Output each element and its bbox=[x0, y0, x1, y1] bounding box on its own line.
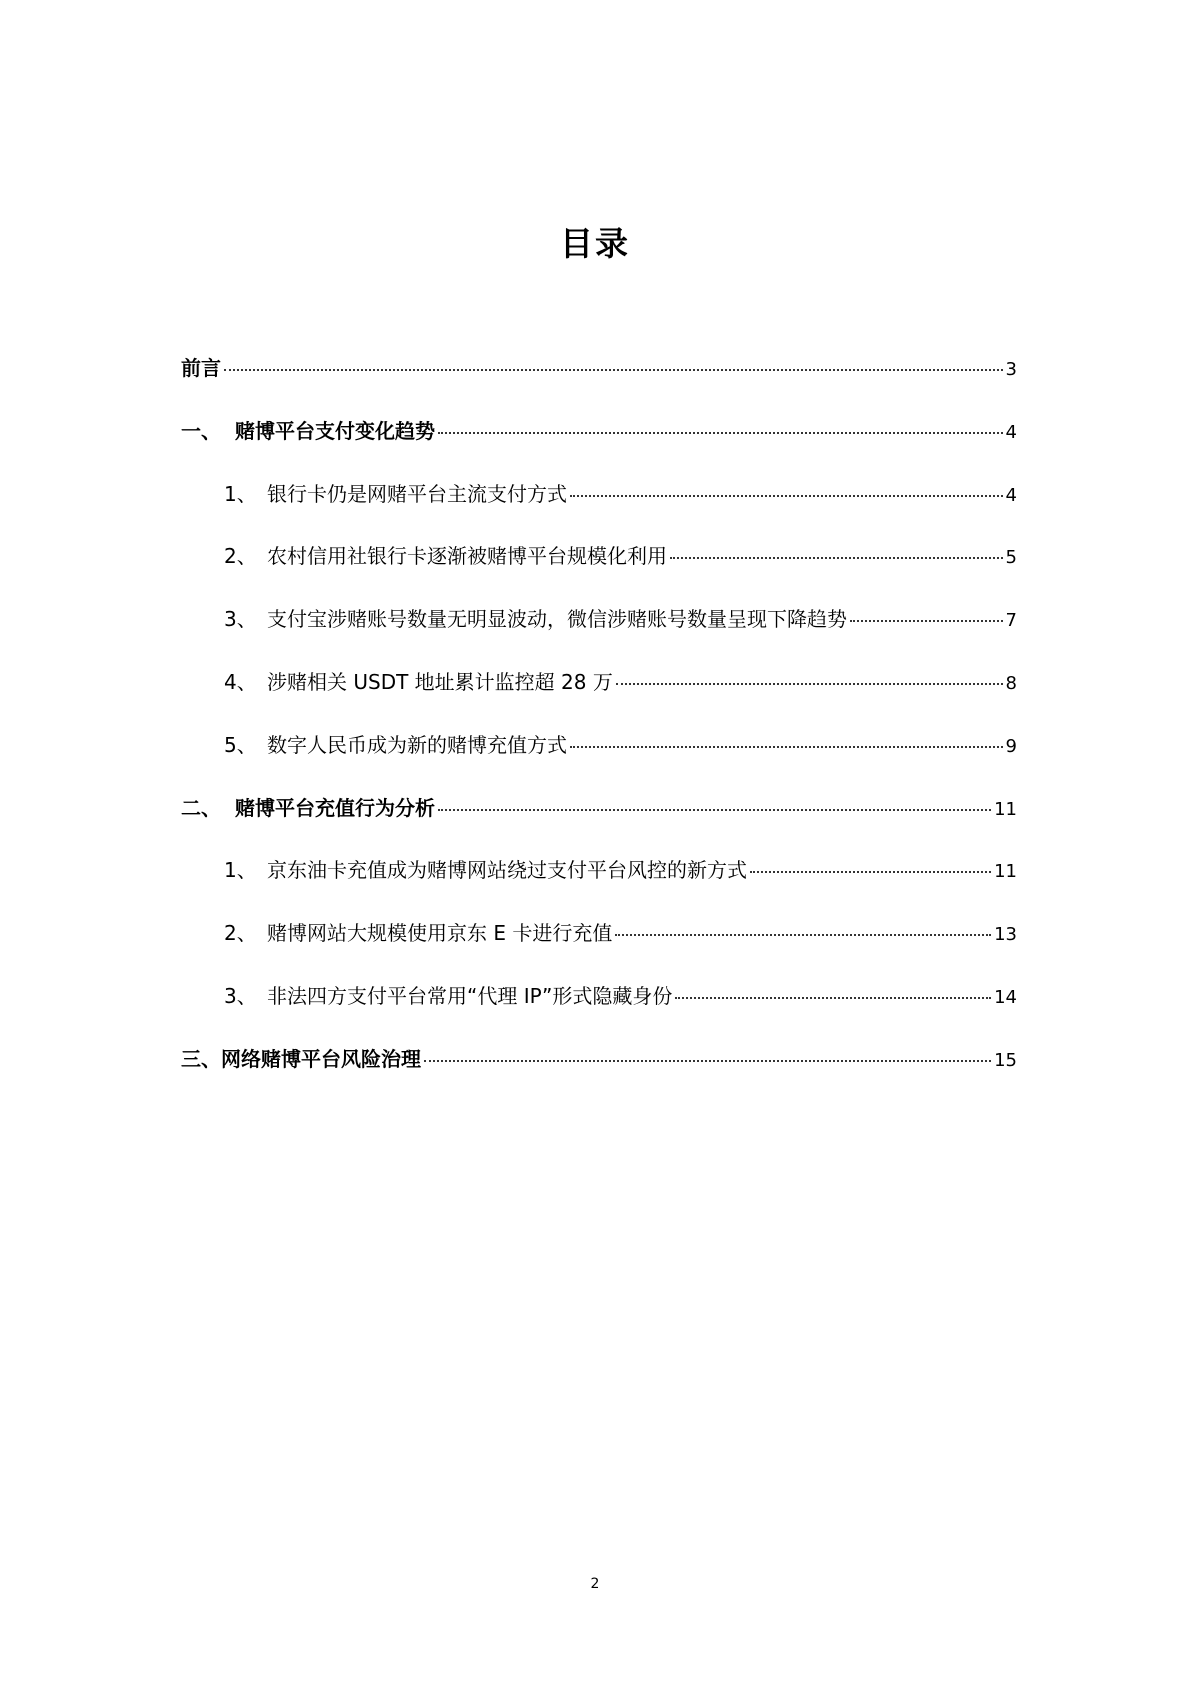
toc-entry-number: 1、 bbox=[224, 858, 257, 883]
dot-leader bbox=[424, 1060, 991, 1062]
toc-entry-number: 1、 bbox=[224, 481, 257, 506]
toc-entry-1-5[interactable] bbox=[181, 729, 1017, 792]
toc-entry-1-1[interactable] bbox=[181, 478, 1017, 541]
toc-entry-number: 一、 bbox=[181, 418, 221, 443]
toc-entry-number: 二、 bbox=[181, 795, 221, 820]
toc-entry-number: 2、 bbox=[224, 544, 257, 569]
toc-entry-text: 银行卡仍是网赌平台主流支付方式 bbox=[267, 481, 567, 506]
toc-entry-1-2[interactable] bbox=[181, 540, 1017, 603]
toc-entry-2-2[interactable] bbox=[181, 917, 1017, 980]
toc-entry-2-1[interactable] bbox=[181, 854, 1017, 917]
toc-entry-text: 非法四方支付平台常用“代理 IP”形式隐藏身份 bbox=[267, 983, 673, 1008]
dot-leader bbox=[570, 746, 1003, 748]
dot-leader bbox=[670, 557, 1003, 559]
toc-page-number: 9 bbox=[1005, 735, 1017, 757]
dot-leader bbox=[616, 683, 1003, 685]
toc-entry-section-3[interactable] bbox=[181, 1043, 1017, 1106]
toc-entry-text: 赌博网站大规模使用京东 E 卡进行充值 bbox=[267, 921, 613, 946]
page-number: 2 bbox=[590, 1576, 600, 1592]
toc-entry-number: 3、 bbox=[224, 983, 257, 1008]
toc-entry-text: 网络赌博平台风险治理 bbox=[221, 1046, 421, 1071]
toc-entry-section-1[interactable] bbox=[181, 415, 1017, 478]
toc-entry-text: 赌博平台充值行为分析 bbox=[235, 795, 435, 820]
table-of-contents bbox=[181, 352, 1017, 1106]
toc-page-number: 15 bbox=[994, 1049, 1017, 1071]
dot-leader bbox=[438, 809, 991, 811]
toc-entry-text: 支付宝涉赌账号数量无明显波动，微信涉赌账号数量呈现下降趋势 bbox=[267, 607, 847, 632]
toc-entry-1-4[interactable] bbox=[181, 666, 1017, 729]
dot-leader bbox=[850, 620, 1003, 622]
toc-entry-number: 4、 bbox=[224, 669, 257, 694]
dot-leader bbox=[750, 871, 991, 873]
toc-page-number: 4 bbox=[1005, 421, 1017, 443]
dot-leader bbox=[615, 934, 991, 936]
toc-page-number: 3 bbox=[1005, 359, 1017, 380]
dot-leader bbox=[224, 369, 1003, 371]
toc-page-number: 14 bbox=[994, 986, 1017, 1008]
dot-leader bbox=[570, 495, 1003, 497]
toc-title: 目录 bbox=[560, 224, 630, 263]
dot-leader bbox=[438, 432, 1003, 434]
toc-entry-number: 2、 bbox=[224, 921, 257, 946]
toc-page-number: 8 bbox=[1005, 672, 1017, 694]
toc-page-number: 5 bbox=[1005, 547, 1017, 569]
toc-entry-text: 农村信用社银行卡逐渐被赌博平台规模化利用 bbox=[267, 544, 667, 569]
toc-entry-section-2[interactable] bbox=[181, 792, 1017, 855]
toc-page-number: 11 bbox=[994, 798, 1017, 820]
toc-page-number: 11 bbox=[994, 861, 1017, 883]
toc-entry-text: 赌博平台支付变化趋势 bbox=[235, 418, 435, 443]
toc-page-number: 13 bbox=[994, 924, 1017, 946]
toc-entry-preface[interactable] bbox=[181, 352, 1017, 415]
toc-entry-number: 3、 bbox=[224, 607, 257, 632]
toc-entry-number: 三、 bbox=[181, 1046, 221, 1071]
toc-entry-text: 涉赌相关 USDT 地址累计监控超 28 万 bbox=[267, 669, 613, 694]
toc-entry-2-3[interactable] bbox=[181, 980, 1017, 1043]
toc-entry-number: 5、 bbox=[224, 732, 257, 757]
toc-entry-1-3[interactable] bbox=[181, 603, 1017, 666]
toc-entry-text: 数字人民币成为新的赌博充值方式 bbox=[267, 732, 567, 757]
dot-leader bbox=[675, 997, 991, 999]
toc-entry-text: 前言 bbox=[181, 356, 221, 380]
toc-entry-text: 京东油卡充值成为赌博网站绕过支付平台风控的新方式 bbox=[267, 858, 747, 883]
toc-page-number: 7 bbox=[1005, 610, 1017, 632]
toc-page-number: 4 bbox=[1005, 484, 1017, 506]
